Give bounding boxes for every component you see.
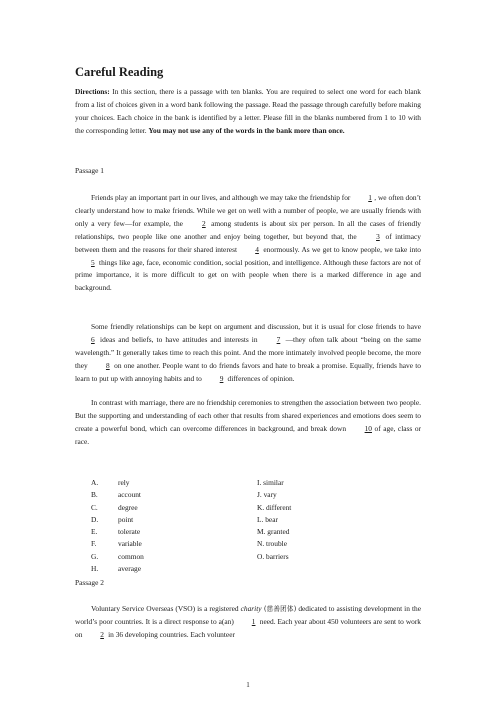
blank-1: 1 (368, 193, 372, 202)
text-run: among students is about six per person. In all the cases of friendly relationships, two people like one another and enjoy being together, but beyond that, the (75, 218, 421, 241)
blank-9: 9 (219, 373, 224, 383)
blank-3: 3 (376, 231, 380, 241)
text-run: in 36 developing countries. Each volunteer (106, 629, 235, 639)
passage2-paragraph-1 (75, 603, 421, 642)
option-letter: G. (91, 551, 99, 561)
word-bank-row (91, 539, 391, 551)
passage1-paragraph-1 (75, 192, 421, 295)
option-letter: O. (257, 551, 265, 561)
blank-1: 1 (251, 616, 256, 626)
option-word: trouble (266, 539, 287, 549)
word-bank-row (91, 490, 391, 502)
option-letter: E. (91, 527, 98, 537)
option-letter: D. (91, 514, 99, 524)
passage1-paragraph-3 (75, 397, 421, 449)
option-word: different (266, 502, 292, 512)
directions-text: In this section, there is a passage with ten blanks. You are required to select one word for each blank from a list of choices given in a word bank following the passage. Read the passage through carefully before making your choices. Each choice in the bank is identified by a letter. Please fill in the blanks numbered from 1 to 10 with the corresponding letter. (75, 87, 421, 135)
option-letter: L. (257, 514, 264, 524)
text-run: enormously. As we get to know people, we take into (261, 244, 421, 254)
chinese-gloss: (慈善团体) (261, 605, 297, 613)
directions-bold-note: You may not use any of the words in the bank more than once. (148, 125, 345, 135)
option-word: vary (263, 490, 277, 500)
blank-10: 10 (364, 423, 372, 433)
text-run: ideas and beliefs, to have attitudes and interests in (97, 334, 261, 344)
passage1-paragraph-2 (75, 321, 421, 386)
word-bank-row (91, 527, 391, 539)
option-word: account (118, 490, 141, 500)
charity-word: charity (240, 604, 262, 613)
passage2-label: Passage 2 (75, 578, 104, 587)
word-bank (91, 478, 391, 576)
option-word: barriers (266, 551, 289, 561)
option-letter: H. (91, 564, 99, 574)
blank-4: 4 (255, 244, 259, 254)
text-run: of age, class or race. (75, 423, 421, 446)
text-run: dedicated to assisting development in the world’s poor countries. It is a direct response to a(an) (75, 604, 422, 626)
directions-label: Directions: (75, 87, 110, 96)
option-letter: K. (257, 502, 265, 512)
option-letter: N. (257, 539, 265, 549)
option-word: bear (265, 514, 278, 524)
text-run: Voluntary Service Overseas (VSO) is a registered (91, 604, 241, 613)
option-word: granted (267, 527, 290, 537)
option-letter: F. (91, 539, 97, 549)
section-title: Careful Reading (75, 65, 164, 79)
option-word: average (118, 564, 141, 574)
option-word: variable (118, 539, 142, 549)
option-word: degree (118, 502, 138, 512)
word-bank-row (91, 564, 391, 576)
option-word: similar (263, 478, 284, 487)
word-bank-row (91, 478, 391, 490)
text-run: differences of opinion. (225, 373, 295, 383)
option-letter: J. (257, 490, 262, 500)
option-letter: C. (91, 502, 98, 512)
blank-2: 2 (100, 629, 104, 639)
blank-2: 2 (202, 218, 206, 228)
option-letter: A. (91, 478, 99, 487)
option-letter: B. (91, 490, 98, 500)
word-bank-row (91, 552, 391, 564)
text-run: on one another. People want to do friends favors and hate to break a promise. Equally, friends have to learn to put up with annoying habits and to (75, 360, 421, 383)
option-word: tolerate (118, 527, 141, 537)
option-letter: M. (257, 527, 266, 537)
word-bank-row (91, 515, 391, 527)
text-run: Some friendly relationships can be kept on argument and discussion, but it is usual for close friends to have (91, 322, 421, 331)
blank-8: 8 (105, 360, 110, 370)
page-number: 1 (246, 681, 250, 689)
text-run: of intimacy between them and the reasons for their shared interest (75, 231, 421, 254)
text-run: need. Each year about 450 volunteers are sent to work on (75, 616, 422, 639)
option-letter: I. (257, 478, 262, 487)
text-run: In contrast with marriage, there are no friendship ceremonies to strengthen the association between two people. But the supporting and understanding of each other that results from shared experiences and emotions does seem to create a powerful bond, which can overcome differences in background, and break down (75, 398, 421, 433)
text-run: —they often talk about “being on the same wavelength.” It generally takes time to reach this point. And the more intimately involved people become, the more they (75, 334, 422, 370)
blank-7: 7 (276, 334, 281, 344)
text-run: Friends play an important part in our lives, and although we may take the friendship for (91, 193, 353, 202)
text-run: things like age, face, economic condition, social position, and intelligence. Although these factors are not of prime importance, it is more difficult to get on with people when there is a marked difference in age and background. (75, 257, 421, 293)
directions-paragraph (75, 86, 421, 138)
text-run: , we often don’t clearly understand how to make friends. While we get on well with a number of people, we are usually friends with only a very few—for example, the (75, 193, 421, 228)
blank-5: 5 (91, 257, 95, 267)
option-word: rely (118, 478, 130, 487)
option-word: common (118, 551, 144, 561)
passage1-label: Passage 1 (75, 166, 104, 175)
word-bank-row (91, 503, 391, 515)
blank-6: 6 (91, 334, 95, 344)
option-word: point (118, 514, 134, 524)
